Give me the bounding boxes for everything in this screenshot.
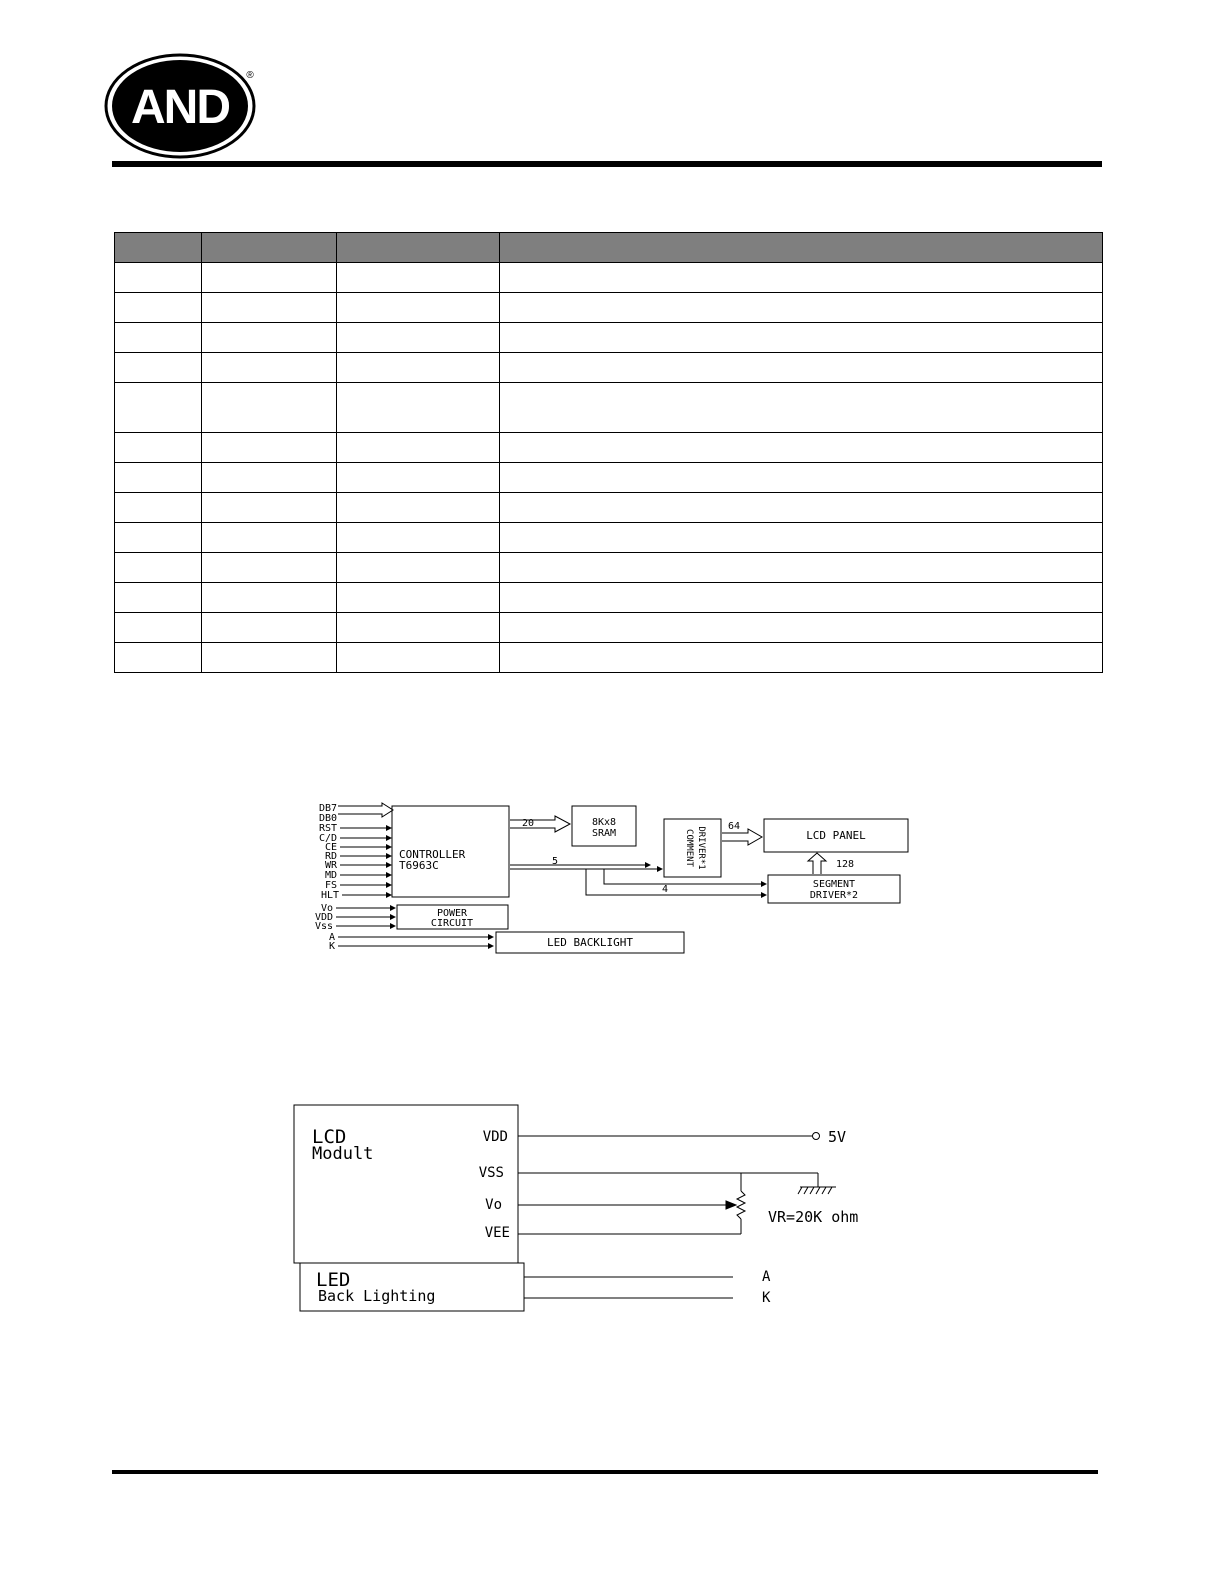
segment-panel-arrow: [808, 853, 826, 874]
backlight-label-2: Back Lighting: [318, 1287, 436, 1305]
table-cell: [337, 613, 500, 643]
table-row: [115, 383, 1103, 433]
table-header-row: [115, 233, 1103, 263]
input-label-vdd: VDD: [314, 912, 333, 923]
resistor-label: VR=20K ohm: [768, 1208, 859, 1226]
table-cell: [337, 263, 500, 293]
table-cell: [202, 613, 337, 643]
header-rule: [112, 161, 1102, 167]
supply-label: 5V: [828, 1128, 847, 1146]
table-cell: [337, 433, 500, 463]
power-supply-diagram: [290, 1103, 920, 1318]
table-cell: [202, 263, 337, 293]
input-label-wr: WR: [324, 860, 337, 871]
table-row: [115, 613, 1103, 643]
table-cell: [115, 553, 202, 583]
table-cell: [500, 353, 1103, 383]
table-row: [115, 583, 1103, 613]
table-row: [115, 643, 1103, 673]
lcd-panel-label: LCD PANEL: [806, 829, 866, 842]
sram-label-1: 8Kx8: [591, 817, 617, 828]
table-cell: [115, 323, 202, 353]
table-row: [115, 463, 1103, 493]
table-cell: [115, 613, 202, 643]
table-cell: [115, 383, 202, 433]
panel-bus-width: 64: [728, 821, 741, 832]
table-cell: [500, 613, 1103, 643]
potentiometer-icon: [737, 1191, 745, 1219]
table-cell: [500, 583, 1103, 613]
table-cell: [500, 553, 1103, 583]
table-cell: [337, 523, 500, 553]
input-label-vo: Vo: [320, 903, 333, 914]
common-driver-label-2: DRIVER*1: [696, 826, 706, 870]
pin-label-vdd: VDD: [482, 1129, 508, 1145]
table-cell: [202, 353, 337, 383]
table-cell: [115, 263, 202, 293]
pin-label-vo: Vo: [485, 1197, 502, 1213]
footer-rule: [112, 1470, 1098, 1474]
segment-bus-line: [582, 869, 766, 895]
table-cell: [500, 383, 1103, 433]
module-label-2: Modult: [312, 1144, 374, 1164]
sram-bus-arrow: [510, 816, 570, 832]
table-cell: [500, 263, 1103, 293]
table-cell: [115, 293, 202, 323]
controller-model: T6963C: [399, 859, 439, 872]
terminal-a-label: A: [762, 1269, 771, 1285]
table-cell: [500, 643, 1103, 673]
input-label-a: A: [328, 932, 335, 943]
table-row: [115, 293, 1103, 323]
segment-bus-width: 4: [662, 884, 669, 895]
table-cell: [500, 463, 1103, 493]
table-cell: [500, 293, 1103, 323]
table-row: [115, 493, 1103, 523]
table-cell: [337, 643, 500, 673]
logo-text: AND: [131, 81, 229, 134]
backlight-label-1: LED: [316, 1269, 351, 1291]
common-bus-width: 5: [552, 856, 559, 867]
table-header-cell: [500, 233, 1103, 263]
block-diagram: [290, 795, 910, 960]
table-cell: [115, 493, 202, 523]
led-backlight-label: LED BACKLIGHT: [546, 936, 634, 949]
table-cell: [202, 433, 337, 463]
pin-label-vee: VEE: [484, 1225, 510, 1241]
table-cell: [337, 463, 500, 493]
table-cell: [202, 323, 337, 353]
table-row: [115, 523, 1103, 553]
input-label-rd: RD: [324, 851, 337, 862]
table-cell: [500, 323, 1103, 353]
input-label-rst: RST: [318, 823, 337, 834]
ground-icon: [798, 1187, 836, 1194]
table-cell: [115, 583, 202, 613]
sram-label-2: SRAM: [591, 828, 617, 839]
table-cell: [115, 523, 202, 553]
table-header-cell: [202, 233, 337, 263]
segment-driver-label-1: SEGMENT: [812, 879, 856, 890]
table-cell: [115, 643, 202, 673]
table-cell: [337, 583, 500, 613]
input-label-k: K: [328, 941, 335, 952]
module-label-1: LCD: [312, 1126, 347, 1148]
table-row: [115, 433, 1103, 463]
power-circuit-label-2: CIRCUIT: [430, 918, 474, 929]
table-row: [115, 323, 1103, 353]
input-label-cd: C/D: [318, 833, 337, 844]
input-label-ce: CE: [324, 842, 337, 853]
table-cell: [500, 523, 1103, 553]
input-label-md: MD: [324, 870, 337, 881]
table-cell: [337, 553, 500, 583]
table-cell: [202, 553, 337, 583]
segment-panel-bus-width: 128: [836, 859, 855, 870]
pin-label-vss: VSS: [478, 1165, 504, 1181]
table-cell: [337, 323, 500, 353]
table-cell: [202, 643, 337, 673]
input-label-fs: FS: [324, 880, 337, 891]
table-header-cell: [115, 233, 202, 263]
table-cell: [337, 353, 500, 383]
table-cell: [202, 493, 337, 523]
table-cell: [202, 523, 337, 553]
table-row: [115, 353, 1103, 383]
table-cell: [115, 463, 202, 493]
table-header-cell: [337, 233, 500, 263]
common-driver-label-1: COMMENT: [684, 829, 694, 867]
controller-label: CONTROLLER: [399, 848, 466, 861]
table-cell: [500, 493, 1103, 523]
segment-driver-label-2: DRIVER*2: [809, 890, 859, 901]
and-logo: [104, 52, 264, 160]
wiper-arrow: [726, 1201, 736, 1209]
table-cell: [202, 383, 337, 433]
table-cell: [202, 583, 337, 613]
terminal-k-label: K: [762, 1290, 771, 1306]
input-label-vss: Vss: [314, 921, 333, 932]
table-cell: [500, 433, 1103, 463]
input-label-db0: DB0: [318, 813, 337, 824]
table-cell: [202, 293, 337, 323]
table-cell: [337, 493, 500, 523]
supply-terminal: [813, 1133, 820, 1140]
table-cell: [337, 293, 500, 323]
table-cell: [115, 353, 202, 383]
sram-bus-width: 20: [522, 818, 535, 829]
data-bus-arrow: [338, 803, 393, 817]
input-label-db7: DB7: [318, 803, 337, 814]
table-cell: [202, 463, 337, 493]
power-circuit-label-1: POWER: [436, 908, 468, 919]
pin-assignment-table: [114, 232, 1103, 673]
table-cell: [337, 383, 500, 433]
table-row: [115, 553, 1103, 583]
table-cell: [115, 433, 202, 463]
input-label-hlt: HLT: [320, 890, 339, 901]
table-row: [115, 263, 1103, 293]
registered-mark: ®: [246, 70, 254, 81]
